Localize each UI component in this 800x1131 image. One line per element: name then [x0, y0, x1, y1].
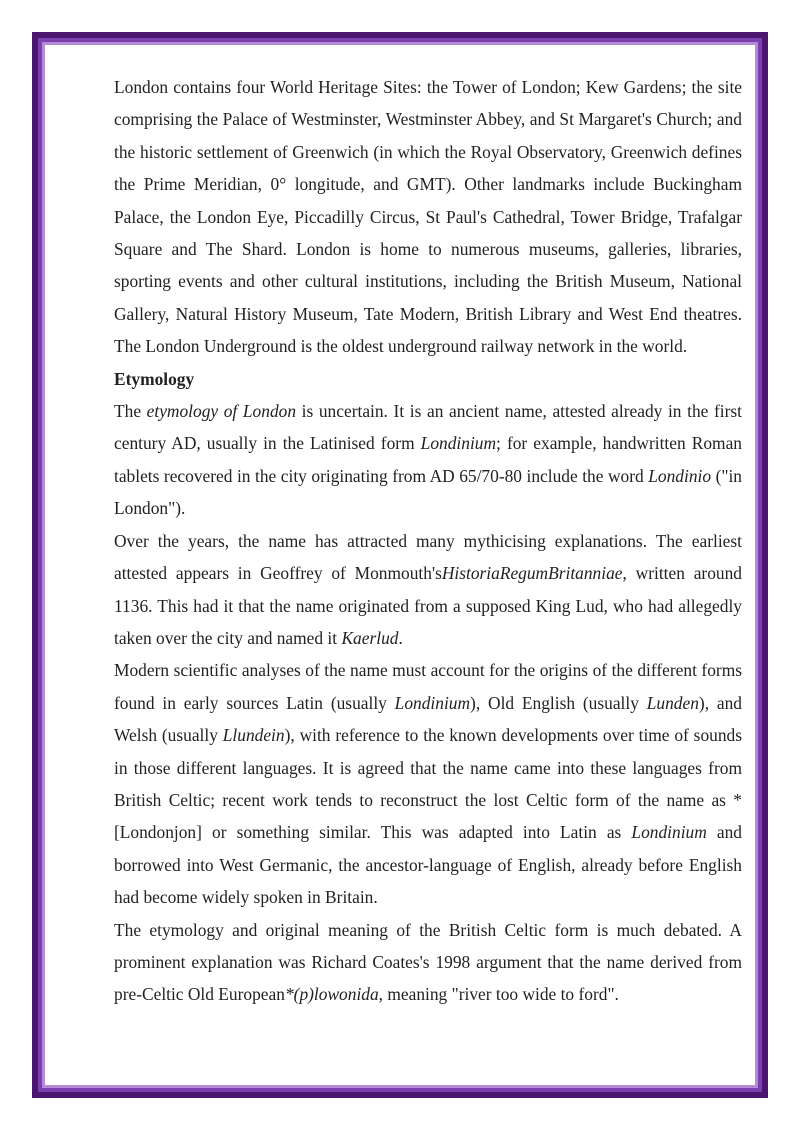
text-run: ("in London").	[114, 465, 742, 519]
text-run: ), and Welsh (usually	[114, 692, 742, 746]
text-run: Over the years, the name has attracted many mythicising explanations. The earliest attested appears in Geoffrey of Monmouth's	[114, 530, 742, 584]
italic-run: Londinium	[631, 822, 707, 843]
italic-run: Londinium	[394, 692, 471, 713]
page-border	[32, 32, 768, 1098]
italic-run: Kaerlud	[341, 627, 399, 648]
heading-etymology: Etymology	[114, 368, 195, 389]
text-run: .	[398, 627, 403, 648]
italic-run: *(p)lowonida	[284, 984, 379, 1005]
page-border-mid	[38, 38, 762, 1092]
text-run: , written around 1136. This had it that the name originated from a supposed King Lud, who had allegedly taken over the city and named it	[114, 563, 742, 648]
italic-run: Londinium	[420, 433, 497, 454]
text-run: The	[114, 401, 147, 422]
text-run: ; for example, handwritten Roman tablets recovered in the city originating from AD 65/70-80 include the word	[114, 433, 742, 486]
text-run: The etymology and original meaning of the British Celtic form is much debated. A prominent explanation was Richard Coates's 1998 argument that the name derived from pre-Celtic Old European	[114, 919, 742, 1005]
page-border-inner	[42, 42, 758, 1088]
paragraph-etymology-intro	[114, 395, 742, 525]
paragraph-world-heritage: London contains four World Heritage Sites: the Tower of London; Kew Gardens; the site comprising the Palace of Westminster, Westminster Abbey, and St Margaret's Church; and the historic settlement of Greenwich (in which the Royal Observatory, Greenwich defines the Prime Meridian, 0° longitude, and GMT). Other landmarks include Buckingham Palace, the London Eye, Piccadilly Circus, St Paul's Cathedral, Tower Bridge, Trafalgar Square and The Shard. London is home to numerous museums, galleries, libraries, sporting events and other cultural institutions, including the British Museum, National Gallery, Natural History Museum, Tate Modern, British Library and West End theatres. The London Underground is the oldest underground railway network in the world.	[114, 77, 742, 357]
document-body	[114, 71, 742, 1011]
italic-run: Lunden	[646, 692, 699, 713]
paragraph-scientific-analyses	[114, 654, 742, 913]
text-run: ), Old English (usually	[470, 692, 647, 713]
italic-run: Llundein	[222, 725, 285, 746]
text-run: , meaning "river too wide to ford".	[378, 984, 619, 1005]
italic-run: HistoriaRegumBritanniae	[441, 563, 623, 584]
italic-run: Londinio	[648, 465, 712, 486]
paragraph-celtic-form	[114, 914, 742, 1011]
italic-run: etymology of London	[146, 401, 297, 422]
paragraph-mythic-explanations	[114, 525, 742, 655]
text-run: ), with reference to the known developments over time of sounds in those different languages. It is agreed that the name came into these languages from British Celtic; recent work tends to reconstruct the lost Celtic form of the name as *[Londonjon] or something similar. This was adapted into Latin as	[114, 725, 743, 843]
page	[45, 45, 755, 1085]
text-run: is uncertain. It is an ancient name, attested already in the first century AD, usually in the Latinised form	[114, 401, 742, 454]
text-run: Modern scientific analyses of the name must account for the origins of the different forms found in early sources Latin (usually	[114, 660, 742, 713]
text-run: and borrowed into West Germanic, the ancestor-language of English, already before English had become widely spoken in Britain.	[114, 822, 742, 908]
